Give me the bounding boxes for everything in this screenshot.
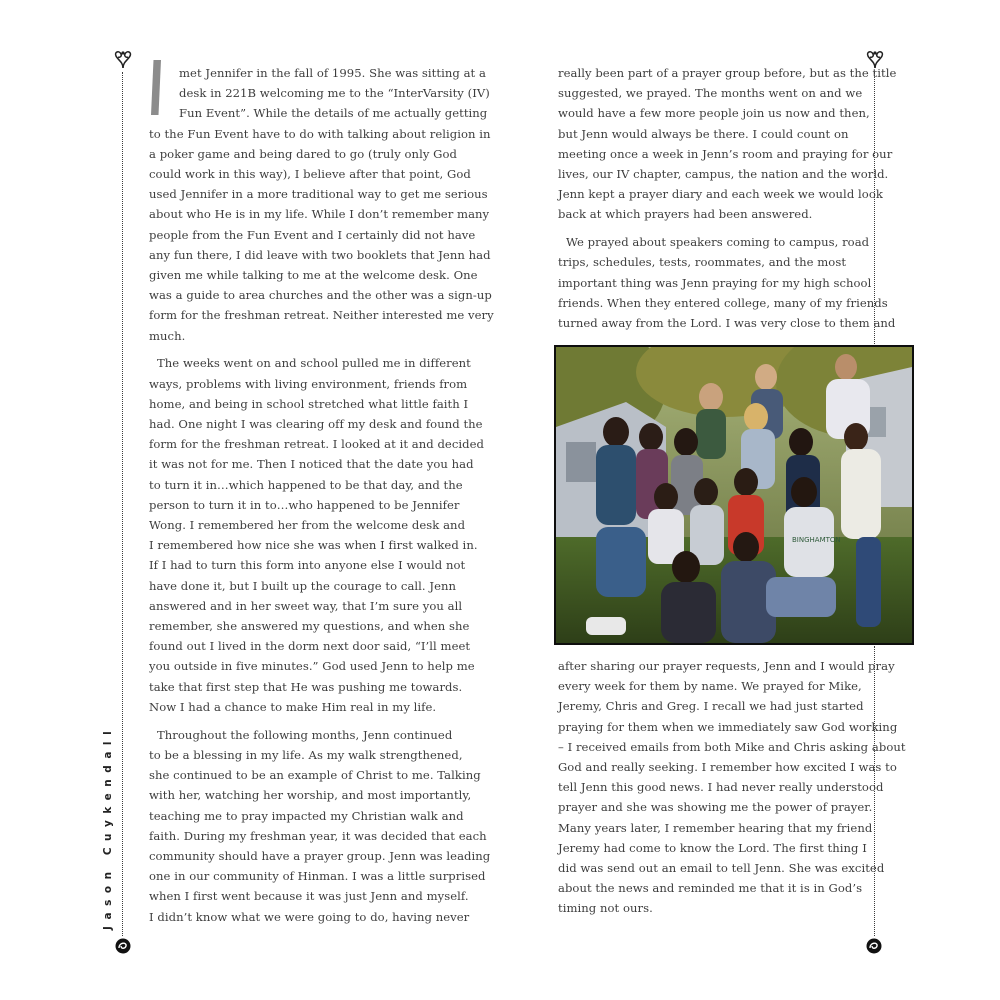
- text-line: community should have a prayer group. Jenn was leading: [149, 848, 491, 863]
- text-line: ways, problems with living environment, friends from: [149, 376, 468, 391]
- text-line: had. One night I was clearing off my desk and found the: [149, 417, 483, 432]
- text-line: one in our community of Hinman. I was a little surprised: [149, 869, 486, 884]
- text-line: meeting once a week in Jenn’s room and praying for our: [558, 146, 893, 161]
- text-line: teaching me to pray impacted my Christian walk and: [149, 808, 464, 823]
- text-line: but Jenn would always be there. I could count on: [558, 126, 849, 141]
- paragraph: [558, 656, 906, 919]
- right-text-column-bottom: [558, 656, 906, 919]
- text-line: lives, our IV chapter, campus, the nation and the world.: [558, 167, 889, 182]
- fleuron-ornament-icon: [112, 48, 134, 70]
- paragraph: [149, 353, 484, 717]
- text-line: friends. When they entered college, many of my friends: [558, 295, 888, 310]
- text-line: form for the freshman retreat. Neither interested me very: [149, 308, 494, 323]
- text-line: after sharing our prayer requests, Jenn and I would pray: [558, 659, 895, 673]
- paragraph: [149, 63, 494, 346]
- text-line: when I first went because it was just Jenn and myself.: [149, 889, 469, 904]
- paragraph: [149, 725, 491, 927]
- text-line: was a guide to area churches and the other was a sign-up: [149, 288, 492, 303]
- text-line: person to turn it in to…who happened to be Jennifer: [149, 497, 460, 512]
- text-line: tell Jenn this good news. I had never really understood: [558, 780, 884, 795]
- text-line: really been part of a prayer group before, but as the title: [558, 66, 897, 80]
- text-line: given me while talking to me at the welcome desk. One: [149, 268, 478, 283]
- text-line: – I received emails from both Mike and Chris asking about: [558, 739, 906, 754]
- paragraph: [558, 232, 896, 333]
- text-line: could work in this way), I believe after that point, God: [149, 167, 471, 182]
- text-line: Now I had a chance to make Him real in my life.: [149, 699, 437, 714]
- group-photo: [554, 345, 914, 645]
- text-line: answered and in her sweet way, that I’m sure you all: [149, 598, 463, 613]
- left-text-column: [149, 63, 494, 927]
- text-line: suggested, we prayed. The months went on and we: [558, 86, 863, 101]
- text-line: would have a few more people join us now and then,: [558, 106, 870, 121]
- text-line: remember, she answered my questions, and when she: [149, 619, 470, 634]
- text-line: to be a blessing in my life. As my walk strengthened,: [149, 747, 463, 762]
- text-line: Fun Event”. While the details of me actually getting: [179, 106, 488, 121]
- paragraph: [558, 63, 897, 225]
- knot-ornament-icon: [865, 937, 883, 955]
- text-line: have done it, but I built up the courage to call. Jenn: [149, 578, 457, 593]
- text-line: turned away from the Lord. I was very close to them and: [558, 316, 896, 331]
- text-line: I remembered how nice she was when I first walked in.: [149, 538, 478, 553]
- text-line: timing not ours.: [558, 901, 653, 916]
- text-line: faith. During my freshman year, it was decided that each: [149, 828, 487, 843]
- text-line: I didn’t know what we were going to do, having never: [149, 909, 470, 924]
- text-line: take that first step that He was pushing me towards.: [149, 679, 463, 694]
- sweatshirt-lettering: BINGHAMTON: [792, 536, 841, 544]
- left-dotted-rule: [122, 72, 123, 936]
- text-line: about who He is in my life. While I don’t remember many: [149, 207, 490, 222]
- text-line: back at which prayers had been answered.: [558, 207, 813, 222]
- text-line: found out I lived in the dorm next door said, “I’ll meet: [149, 639, 471, 654]
- text-line: to turn it in…which happened to be that day, and the: [149, 477, 463, 492]
- right-text-column-top: [558, 63, 897, 333]
- text-line: Jeremy had come to know the Lord. The first thing I: [558, 840, 867, 855]
- text-line: with her, watching her worship, and most importantly,: [149, 788, 472, 803]
- paragraph-gap: [558, 225, 858, 233]
- text-line: trips, schedules, tests, roommates, and the most: [558, 255, 847, 270]
- text-line: prayer and she was showing me the power of prayer.: [558, 800, 873, 815]
- text-line: praying for them when we immediately saw God working: [558, 719, 898, 734]
- text-line: about the news and reminded me that it is in God’s: [558, 881, 863, 896]
- text-line: much.: [149, 328, 186, 343]
- text-line: If I had to turn this form into anyone else I would not: [149, 558, 466, 573]
- text-line: did was send out an email to tell Jenn. She was excited: [558, 861, 885, 876]
- text-line: it was not for me. Then I noticed that the date you had: [149, 457, 474, 472]
- text-line: used Jennifer in a more traditional way to get me serious: [149, 187, 488, 202]
- text-line: home, and being in school stretched what little faith I: [149, 396, 469, 411]
- text-line: Jenn kept a prayer diary and each week we would look: [558, 187, 883, 202]
- text-line: We prayed about speakers coming to campus, road: [566, 235, 870, 250]
- paragraph-gap: [149, 346, 449, 354]
- paragraph-gap: [149, 717, 449, 725]
- text-line: important thing was Jenn praying for my high school: [558, 275, 872, 290]
- text-line: Jeremy, Chris and Greg. I recall we had just started: [558, 699, 864, 714]
- text-line: every week for them by name. We prayed for Mike,: [558, 679, 862, 694]
- text-line: any fun there, I did leave with two booklets that Jenn had: [149, 247, 491, 262]
- text-line: met Jennifer in the fall of 1995. She was sitting at a: [179, 66, 486, 80]
- text-line: people from the Fun Event and I certainly did not have: [149, 227, 476, 242]
- text-line: a poker game and being dared to go (truly only God: [149, 146, 457, 161]
- text-line: God and really seeking. I remember how excited I was to: [558, 760, 897, 775]
- text-line: Throughout the following months, Jenn continued: [157, 727, 453, 742]
- text-line: Many years later, I remember hearing that my friend: [558, 820, 873, 835]
- text-line: to the Fun Event have to do with talking about religion in: [149, 126, 491, 141]
- text-line: desk in 221B welcoming me to the “InterVarsity (IV): [179, 86, 490, 101]
- text-line: form for the freshman retreat. I looked at it and decided: [149, 437, 484, 452]
- text-line: she continued to be an example of Christ to me. Talking: [149, 768, 481, 783]
- text-line: The weeks went on and school pulled me in different: [157, 356, 471, 371]
- knot-ornament-icon: [114, 937, 132, 955]
- text-line: you outside in five minutes.” God used Jenn to help me: [149, 659, 475, 674]
- text-line: Wong. I remembered her from the welcome desk and: [149, 518, 466, 533]
- author-byline: Jason Cuykendall: [102, 724, 114, 930]
